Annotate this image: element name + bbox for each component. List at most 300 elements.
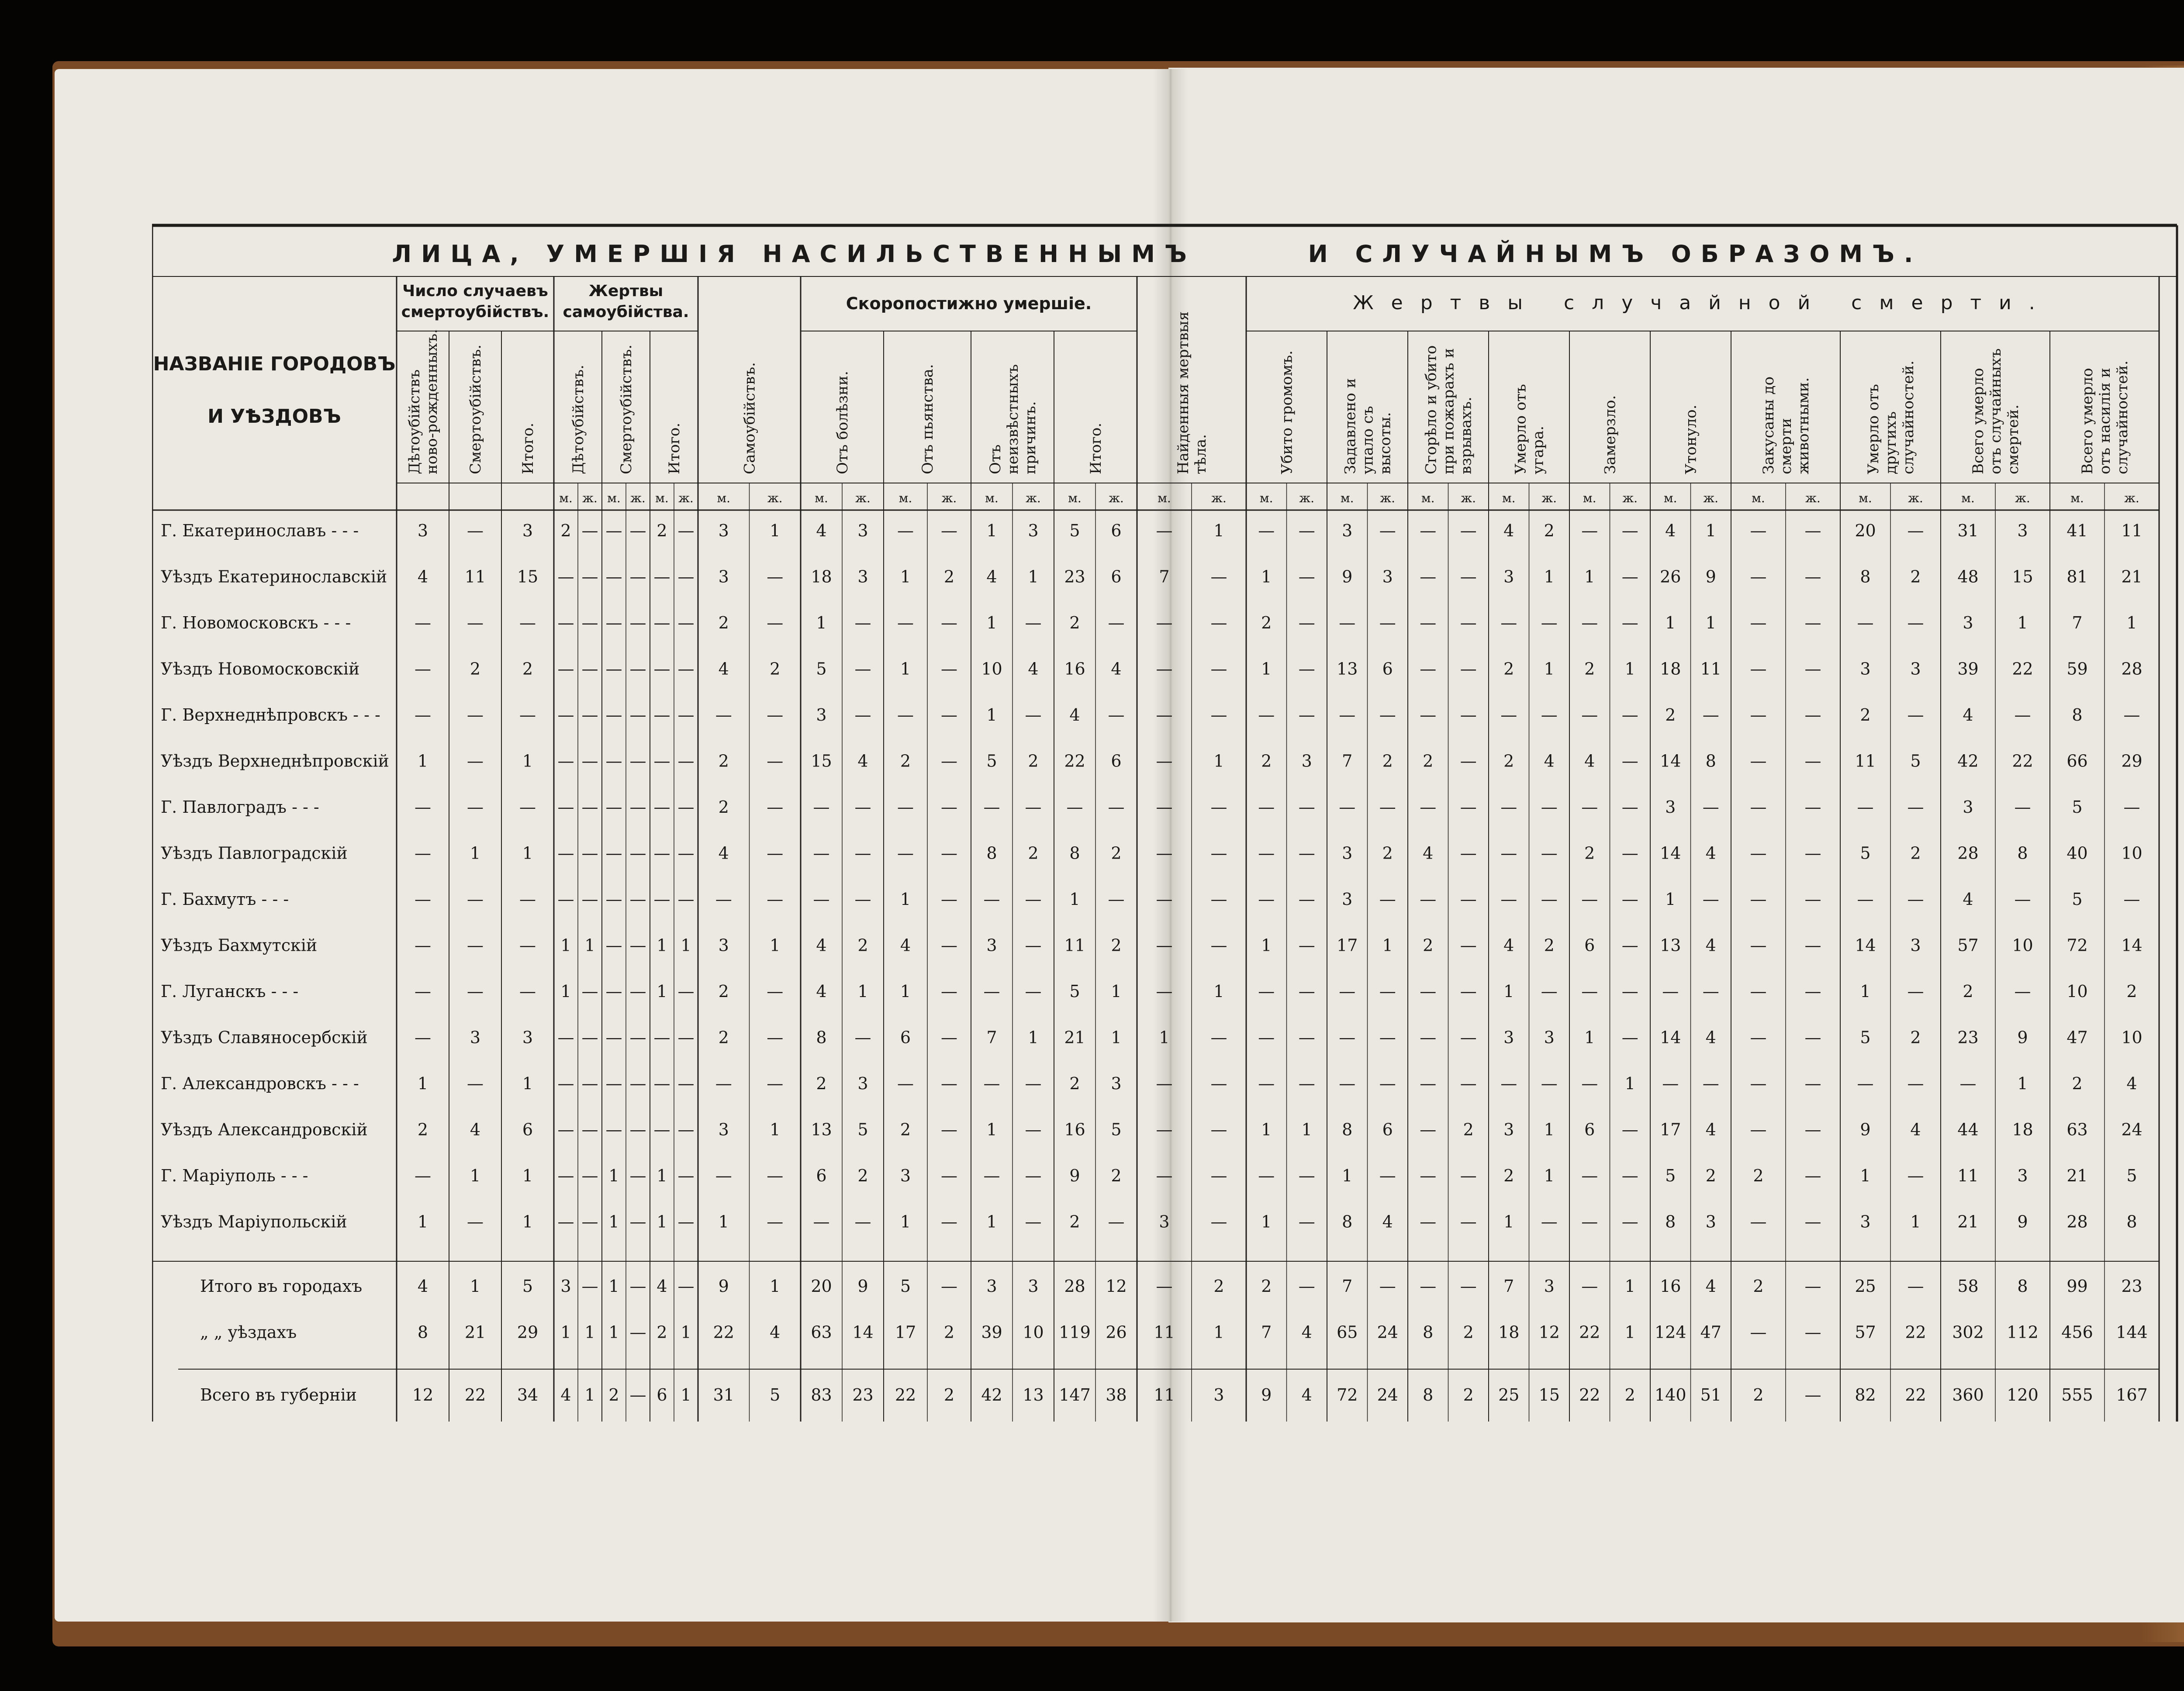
column-header: угара. [1529, 426, 1547, 474]
data-cell: 44 [1957, 1120, 1979, 1139]
data-cell: — [1541, 1212, 1558, 1232]
data-cell: — [467, 982, 484, 1001]
data-cell: 11 [1154, 1322, 1175, 1342]
sex-label-f: ж. [1622, 491, 1638, 505]
data-cell: — [1750, 659, 1767, 679]
data-cell: 2 [1463, 1120, 1474, 1139]
data-cell: 18 [2012, 1120, 2033, 1139]
data-cell: 167 [2116, 1385, 2148, 1405]
data-cell: — [1025, 705, 1042, 725]
data-cell: — [1662, 1074, 1679, 1093]
data-cell: — [677, 982, 695, 1001]
data-cell: — [1804, 1212, 1821, 1232]
data-cell: 26 [1660, 567, 1681, 587]
data-cell: 4 [1069, 705, 1080, 725]
data-cell: — [629, 797, 646, 817]
data-cell: — [467, 890, 484, 909]
data-cell: — [1298, 843, 1315, 863]
data-cell: 14 [852, 1322, 874, 1342]
data-cell: 3 [1342, 890, 1353, 909]
sex-label-m: м. [717, 491, 731, 505]
column-header: Убито громомъ. [1278, 350, 1296, 474]
data-cell: 2 [1584, 843, 1595, 863]
data-cell: — [605, 1074, 622, 1093]
column-header: Самоубійствъ. [741, 362, 759, 474]
row-name: Уѣздъ Екатеринославскій [161, 567, 387, 587]
data-cell: 5 [1069, 982, 1080, 1001]
row-name: Г. Луганскъ - - - [161, 982, 299, 1001]
group-header: Число случаевъ [402, 282, 548, 300]
data-cell: — [1621, 982, 1638, 1001]
data-cell: — [1210, 1166, 1227, 1185]
data-cell: — [1541, 705, 1558, 725]
row-name: Г. Павлоградъ - - - [161, 797, 319, 817]
data-cell: — [1750, 982, 1767, 1001]
column-header: Отъ пьянства. [919, 364, 936, 474]
data-cell: — [1258, 705, 1275, 725]
data-cell: — [1339, 1074, 1356, 1093]
data-cell: 6 [1584, 935, 1595, 955]
data-cell: 1 [1860, 1166, 1871, 1185]
data-cell: — [1907, 1166, 1924, 1185]
data-cell: — [415, 982, 431, 1001]
data-cell: — [1857, 890, 1874, 909]
data-cell: — [767, 1166, 784, 1185]
data-cell: — [629, 521, 646, 540]
data-cell: — [897, 521, 914, 540]
data-cell: 21 [1064, 1028, 1085, 1047]
data-cell: 7 [2072, 613, 2083, 632]
data-cell: 8 [1342, 1212, 1353, 1232]
data-cell: 5 [900, 1277, 911, 1296]
data-cell: 7 [1261, 1322, 1272, 1342]
data-cell: 1 [1213, 521, 1224, 540]
column-header: взрывахъ. [1457, 397, 1475, 474]
data-cell: — [767, 797, 784, 817]
data-cell: 20 [811, 1277, 832, 1296]
data-cell: 6 [1382, 1120, 1393, 1139]
data-cell: — [1379, 613, 1396, 632]
data-cell: — [677, 1212, 695, 1232]
data-cell: — [1804, 659, 1821, 679]
data-cell: — [1210, 935, 1227, 955]
data-cell: — [1460, 659, 1477, 679]
data-cell: 11 [1064, 935, 1085, 955]
data-cell: — [605, 705, 622, 725]
data-cell: 1 [470, 1166, 481, 1185]
data-cell: 2 [1069, 1074, 1080, 1093]
data-cell: 2 [1544, 521, 1555, 540]
data-cell: 3 [1544, 1028, 1555, 1047]
data-cell: — [519, 890, 536, 909]
data-cell: 5 [2072, 797, 2083, 817]
data-cell: — [1025, 613, 1042, 632]
data-cell: 2 [1069, 613, 1080, 632]
data-cell: — [557, 613, 574, 632]
data-cell: — [605, 982, 622, 1001]
data-cell: 3 [718, 521, 729, 540]
data-cell: — [629, 567, 646, 587]
data-cell: — [1804, 1385, 1821, 1405]
data-cell: 2 [718, 982, 729, 1001]
data-cell: 9 [1705, 567, 1716, 587]
data-cell: — [1581, 613, 1598, 632]
data-cell: 48 [1957, 567, 1979, 587]
column-header: Умерло отъ [1864, 384, 1882, 474]
data-cell: — [605, 567, 622, 587]
data-cell: — [1907, 1074, 1924, 1093]
data-cell: — [629, 890, 646, 909]
data-cell: 2 [900, 1120, 911, 1139]
data-cell: — [581, 1212, 598, 1232]
data-cell: — [467, 705, 484, 725]
data-cell: 1 [2126, 613, 2137, 632]
data-cell: — [415, 1028, 431, 1047]
data-cell: 8 [1423, 1322, 1434, 1342]
data-cell: — [581, 843, 598, 863]
row-name: Уѣздъ Новомосковскій [161, 659, 360, 679]
data-cell: 2 [718, 1028, 729, 1047]
sex-label-f: ж. [2015, 491, 2030, 505]
data-cell: 11 [1154, 1385, 1175, 1405]
data-cell: 10 [1023, 1322, 1044, 1342]
data-cell: — [1581, 890, 1598, 909]
data-cell: — [629, 1028, 646, 1047]
data-cell: — [1420, 659, 1437, 679]
data-cell: 1 [417, 1212, 429, 1232]
column-header: Итого. [519, 422, 537, 474]
data-cell: 24 [1377, 1322, 1398, 1342]
sex-label-f: ж. [678, 491, 694, 505]
data-cell: — [1108, 890, 1125, 909]
data-cell: 13 [1023, 1385, 1044, 1405]
data-cell: — [677, 521, 695, 540]
data-cell: 1 [1544, 1166, 1555, 1185]
data-cell: 9 [718, 1277, 729, 1296]
column-header: Замерзло. [1601, 395, 1619, 474]
sex-label-m: м. [1663, 491, 1677, 505]
data-cell: 5 [522, 1277, 533, 1296]
data-cell: 22 [713, 1322, 734, 1342]
data-cell: 1 [657, 1166, 667, 1185]
data-cell: — [767, 1074, 784, 1093]
data-cell: 3 [1503, 1120, 1514, 1139]
data-cell: 8 [986, 843, 997, 863]
data-cell: 8 [2072, 705, 2083, 725]
data-cell: — [941, 613, 957, 632]
data-cell: — [557, 659, 574, 679]
data-cell: — [854, 659, 871, 679]
data-cell: 3 [2017, 521, 2028, 540]
sex-label-m: м. [1340, 491, 1354, 505]
data-cell: — [1298, 1277, 1315, 1296]
data-cell: — [629, 613, 646, 632]
data-cell: — [677, 1074, 695, 1093]
data-cell: 2 [1382, 843, 1393, 863]
column-header: высоты. [1376, 412, 1394, 474]
data-cell: 1 [417, 751, 429, 771]
data-cell: — [983, 797, 1000, 817]
data-cell: — [629, 1322, 646, 1342]
data-cell: 5 [2126, 1166, 2137, 1185]
column-header: ново-рожденныхъ. [423, 329, 441, 474]
data-cell: — [653, 843, 670, 863]
data-cell: 4 [1544, 751, 1555, 771]
data-cell: — [854, 890, 871, 909]
data-cell: 1 [1069, 890, 1080, 909]
data-cell: 5 [770, 1385, 781, 1405]
data-cell: 28 [1957, 843, 1979, 863]
data-cell: — [557, 1028, 574, 1047]
data-cell: — [1750, 1322, 1767, 1342]
data-cell: — [1420, 1277, 1437, 1296]
data-cell: 4 [816, 935, 827, 955]
data-cell: 147 [1059, 1385, 1091, 1405]
data-cell: 1 [1705, 613, 1716, 632]
data-cell: — [1857, 797, 1874, 817]
data-cell: 3 [522, 521, 533, 540]
data-cell: — [1298, 1212, 1315, 1232]
data-cell: 4 [1963, 890, 1973, 909]
data-cell: 2 [1753, 1385, 1764, 1405]
data-cell: — [1156, 1074, 1173, 1093]
data-cell: — [557, 1074, 574, 1093]
data-cell: 1 [1382, 935, 1393, 955]
sex-label-m: м. [1583, 491, 1597, 505]
sex-label-f: ж. [767, 491, 783, 505]
data-cell: 47 [1700, 1322, 1721, 1342]
data-cell: 2 [770, 659, 781, 679]
sex-label-m: м. [815, 491, 828, 505]
data-cell: 42 [981, 1385, 1002, 1405]
data-cell: — [1804, 890, 1821, 909]
data-cell: — [1460, 797, 1477, 817]
data-cell: 3 [816, 705, 827, 725]
data-cell: 9 [857, 1277, 868, 1296]
data-cell: — [767, 843, 784, 863]
data-cell: 1 [1028, 567, 1039, 587]
data-cell: — [1750, 890, 1767, 909]
data-cell: 2 [1423, 935, 1434, 955]
sex-label-m: м. [1259, 491, 1273, 505]
data-cell: — [467, 751, 484, 771]
data-cell: — [581, 1028, 598, 1047]
data-cell: 1 [1665, 613, 1676, 632]
sex-label-m: м. [2070, 491, 2084, 505]
data-cell: — [1379, 982, 1396, 1001]
data-cell: 16 [1660, 1277, 1681, 1296]
data-cell: — [519, 613, 536, 632]
data-cell: 4 [2126, 1074, 2137, 1093]
data-cell: — [941, 751, 957, 771]
data-cell: 2 [1111, 1166, 1122, 1185]
data-cell: — [897, 843, 914, 863]
sex-label-m: м. [898, 491, 912, 505]
data-cell: 1 [986, 1120, 997, 1139]
data-cell: 11 [1700, 659, 1721, 679]
data-cell: — [767, 982, 784, 1001]
data-cell: — [467, 1212, 484, 1232]
data-cell: 21 [2121, 567, 2143, 587]
data-cell: 456 [2061, 1322, 2093, 1342]
data-cell: 3 [1028, 521, 1039, 540]
data-cell: 10 [2121, 1028, 2143, 1047]
data-cell: 1 [681, 935, 691, 955]
data-cell: — [1621, 751, 1638, 771]
column-header: животными. [1794, 377, 1812, 474]
data-cell: 22 [1579, 1322, 1600, 1342]
column-header: Всего умерло [2078, 368, 2096, 474]
data-cell: — [519, 982, 536, 1001]
data-cell: — [1298, 705, 1315, 725]
data-cell: 3 [857, 521, 868, 540]
data-cell: 9 [1261, 1385, 1272, 1405]
data-cell: — [1959, 1074, 1977, 1093]
data-cell: 66 [2067, 751, 2088, 771]
data-cell: — [1210, 1212, 1227, 1232]
row-name: Уѣздъ Славяносербскій [161, 1028, 368, 1047]
data-cell: 8 [417, 1322, 429, 1342]
data-cell: — [1541, 890, 1558, 909]
data-cell: 5 [1860, 1028, 1871, 1047]
data-cell: 6 [1382, 659, 1393, 679]
data-cell: 13 [1337, 659, 1358, 679]
column-header: другихъ [1882, 411, 1900, 474]
sex-label-f: ж. [1026, 491, 1041, 505]
data-cell: — [1750, 935, 1767, 955]
data-cell: — [605, 1120, 622, 1139]
data-cell: — [629, 1166, 646, 1185]
data-cell: — [1379, 1028, 1396, 1047]
sex-label-m: м. [1961, 491, 1975, 505]
data-cell: — [1702, 890, 1719, 909]
data-cell: — [1621, 797, 1638, 817]
data-cell: — [2123, 890, 2140, 909]
data-cell: — [581, 1277, 598, 1296]
data-cell: 3 [986, 1277, 997, 1296]
column-header: Смертоубійствъ. [617, 344, 635, 474]
data-cell: — [653, 613, 670, 632]
data-cell: 81 [2067, 567, 2088, 587]
data-cell: — [897, 705, 914, 725]
data-cell: — [467, 613, 484, 632]
stub-header-line1: НАЗВАНІЕ ГОРОДОВЪ [153, 353, 396, 375]
data-cell: — [557, 1212, 574, 1232]
data-cell: 1 [1624, 1277, 1635, 1296]
data-cell: — [1339, 705, 1356, 725]
data-cell: — [1420, 613, 1437, 632]
data-cell: 4 [470, 1120, 481, 1139]
row-name: Г. Верхнеднѣпровскъ - - - [161, 705, 380, 725]
data-cell: 2 [1753, 1166, 1764, 1185]
data-cell: — [467, 521, 484, 540]
data-cell: 2 [1860, 705, 1871, 725]
data-cell: — [1460, 1028, 1477, 1047]
data-cell: 1 [900, 982, 911, 1001]
data-cell: — [1025, 1166, 1042, 1185]
group-header: Скоропостижно умершіе. [846, 294, 1092, 313]
group-header: самоубійства. [563, 303, 689, 321]
data-cell: 9 [1069, 1166, 1080, 1185]
data-cell: 1 [417, 1074, 429, 1093]
data-cell: 1 [584, 1322, 595, 1342]
data-cell: 23 [1957, 1028, 1979, 1047]
data-cell: — [1025, 982, 1042, 1001]
data-cell: — [1804, 613, 1821, 632]
data-cell: 4 [1910, 1120, 1921, 1139]
data-cell: — [1907, 1277, 1924, 1296]
data-cell: — [1420, 1074, 1437, 1093]
sex-label-f: ж. [1805, 491, 1821, 505]
data-cell: — [1210, 567, 1227, 587]
column-header: отъ случайныхъ [1987, 348, 2004, 474]
data-cell: — [1750, 1212, 1767, 1232]
data-cell: — [1460, 1277, 1477, 1296]
data-cell: 1 [522, 1212, 533, 1232]
data-cell: 14 [1855, 935, 1876, 955]
data-cell: — [1258, 843, 1275, 863]
data-cell: 1 [900, 659, 911, 679]
data-cell: 4 [657, 1277, 667, 1296]
column-header: смерти [1777, 418, 1795, 474]
data-cell: — [941, 935, 957, 955]
row-name: Уѣздъ Павлоградскій [161, 843, 348, 863]
data-cell: — [677, 1166, 695, 1185]
data-cell: 57 [1957, 935, 1979, 955]
data-cell: 57 [1855, 1322, 1876, 1342]
sex-label-f: ж. [1380, 491, 1396, 505]
data-cell: — [1025, 1212, 1042, 1232]
data-cell: 2 [657, 1322, 667, 1342]
data-cell: — [1662, 982, 1679, 1001]
data-cell: 21 [1957, 1212, 1979, 1232]
data-cell: 9 [1860, 1120, 1871, 1139]
data-cell: — [1420, 1212, 1437, 1232]
data-cell: — [2123, 797, 2140, 817]
data-cell: — [1857, 1074, 1874, 1093]
data-cell: — [1907, 521, 1924, 540]
data-cell: — [1581, 1074, 1598, 1093]
data-cell: 1 [986, 613, 997, 632]
column-header: Найденныя мертвыя [1174, 311, 1192, 474]
row-name: Г. Маріуполь - - - [161, 1166, 308, 1185]
data-cell: — [1804, 751, 1821, 771]
data-cell: 17 [1337, 935, 1358, 955]
data-cell: — [629, 1074, 646, 1093]
data-cell: — [1804, 1277, 1821, 1296]
data-cell: — [1258, 1074, 1275, 1093]
data-cell: 3 [1342, 843, 1353, 863]
group-header: Жертвы [588, 282, 663, 300]
data-cell: 29 [517, 1322, 539, 1342]
statistics-table-svg [152, 222, 2184, 1440]
data-cell: — [1804, 1120, 1821, 1139]
data-cell: — [1108, 613, 1125, 632]
sex-label-f: ж. [1908, 491, 1923, 505]
data-cell: — [1500, 705, 1517, 725]
data-cell: 10 [2067, 982, 2088, 1001]
data-cell: — [519, 705, 536, 725]
data-cell: — [1066, 797, 1083, 817]
data-cell: 24 [1377, 1385, 1398, 1405]
data-cell: — [767, 567, 784, 587]
data-cell: 1 [770, 521, 781, 540]
data-cell: — [1621, 613, 1638, 632]
data-cell: 1 [1503, 982, 1514, 1001]
data-cell: 1 [900, 1212, 911, 1232]
data-cell: 39 [1957, 659, 1979, 679]
sex-label-m: м. [1859, 491, 1872, 505]
